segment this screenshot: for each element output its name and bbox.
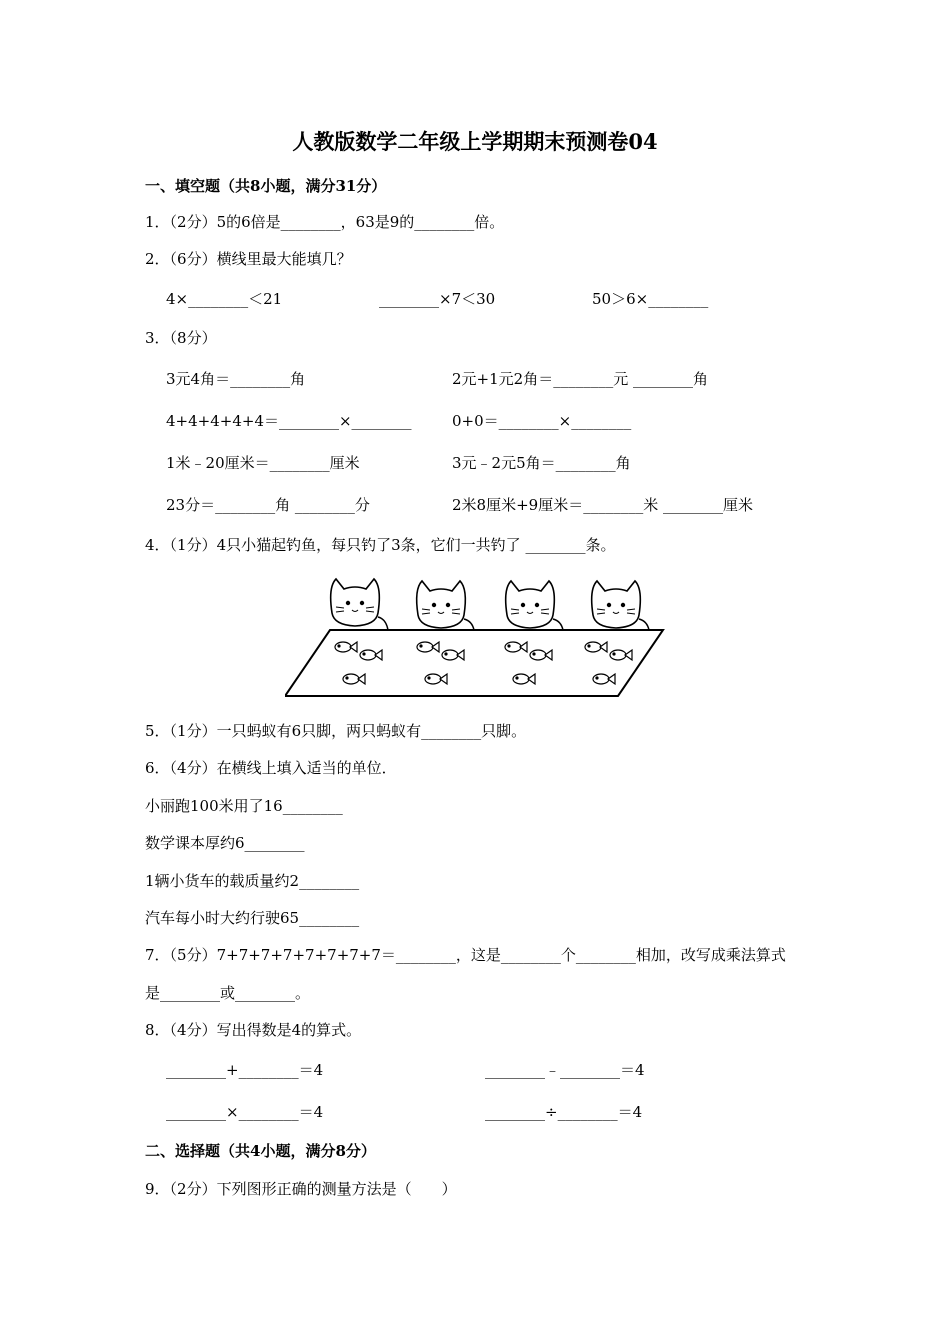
question-1: 1．（2分）5的6倍是________，63是9的________倍。: [145, 213, 505, 231]
page-title: 人教版数学二年级上学期期末预测卷04: [292, 129, 658, 154]
question-8-item: ________÷________＝4: [485, 1103, 643, 1121]
section-heading-fill-blank: 一、填空题（共8小题，满分31分）: [145, 177, 387, 195]
question-6-item: 小丽跑100米用了16________: [145, 797, 343, 815]
question-8: 8．（4分）写出得数是4的算式。: [145, 1021, 362, 1039]
question-3-item: 4+4+4+4+4＝________×________: [166, 412, 412, 430]
fish-icon: [585, 642, 607, 652]
question-3-item: 0+0＝________×________: [452, 412, 632, 430]
question-3-item: 23分＝________角 ________分: [166, 496, 370, 514]
question-9: 9．（2分）下列图形正确的测量方法是（ ）: [145, 1180, 457, 1198]
fish-icon: [513, 674, 535, 684]
question-6-item: 1辆小货车的载质量约2________: [145, 872, 360, 890]
fish-icon: [593, 674, 615, 684]
fish-icon: [442, 650, 464, 660]
cat-icon: [417, 581, 474, 630]
question-8-item: ________×________＝4: [166, 1103, 324, 1121]
question-4: 4．（1分）4只小猫起钓鱼，每只钓了3条，它们一共钓了 ________条。: [145, 536, 616, 554]
fish-icon: [417, 642, 439, 652]
question-2a: 4×________＜21: [166, 290, 283, 308]
question-6-item: 数学课本厚约6________: [145, 834, 305, 852]
fish-icon: [530, 650, 552, 660]
question-2c: 50＞6×________: [592, 290, 709, 308]
question-2: 2．（6分）横线里最大能填几？: [145, 250, 352, 268]
fish-icon: [425, 674, 447, 684]
cats-fishing-illustration: [285, 573, 665, 699]
question-3-item: 2米8厘米+9厘米＝________米 ________厘米: [452, 496, 753, 514]
question-3-item: 2元+1元2角＝________元 ________角: [452, 370, 708, 388]
question-8-item: ________﹣________＝4: [485, 1061, 645, 1079]
question-6-item: 汽车每小时大约行驶65________: [145, 909, 360, 927]
question-6: 6．（4分）在横线上填入适当的单位．: [145, 759, 397, 777]
question-3-item: 3元﹣2元5角＝________角: [452, 454, 631, 472]
fish-icon: [505, 642, 527, 652]
cat-icon: [331, 579, 388, 630]
question-3-item: 3元4角＝________角: [166, 370, 306, 388]
cat-icon: [592, 581, 649, 630]
question-8-item: ________+________＝4: [166, 1061, 324, 1079]
cat-icon: [506, 581, 563, 630]
fish-icon: [335, 642, 357, 652]
fish-icon: [360, 650, 382, 660]
pond-shape: [285, 630, 663, 696]
question-7: 7．（5分）7+7+7+7+7+7+7+7＝________，这是________个________相加，改写成乘法算式: [145, 946, 786, 964]
fish-icon: [610, 650, 632, 660]
question-7-continued: 是________或________。: [145, 984, 311, 1002]
question-3-item: 1米﹣20厘米＝________厘米: [166, 454, 360, 472]
section-heading-multiple-choice: 二、选择题（共4小题，满分8分）: [145, 1142, 376, 1160]
fish-icon: [343, 674, 365, 684]
question-3: 3．（8分）: [145, 329, 217, 347]
question-5: 5．（1分）一只蚂蚁有6只脚，两只蚂蚁有________只脚。: [145, 722, 527, 740]
question-2b: ________×7＜30: [379, 290, 496, 308]
